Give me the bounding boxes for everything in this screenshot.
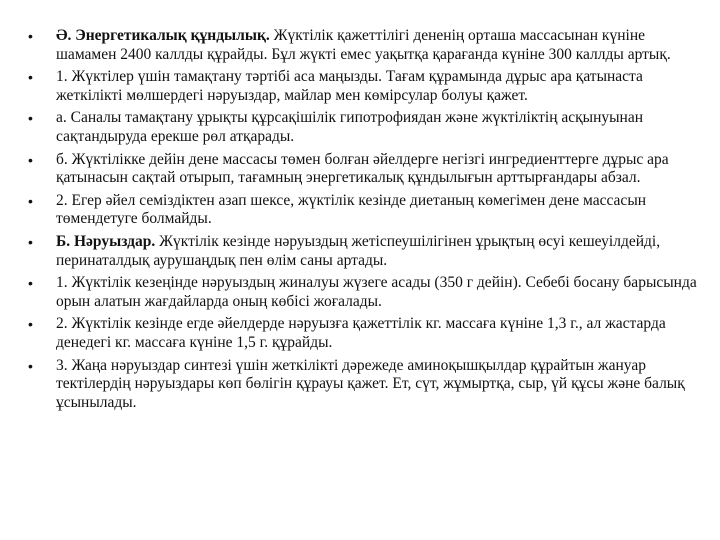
bullet-icon: •: [28, 69, 33, 86]
bullet-icon: •: [28, 233, 33, 250]
paragraph-text: б. Жүктілікке дейін дене массасы төмен болған әйелдерге негізгі ингредиенттерге дұрыс ара қатынасын сақтай отырып, тағамның энергетикалық құндылығын арттырғандары абзал.: [56, 150, 669, 187]
list-item: [28, 151, 700, 188]
section-title: Ә. Энергетикалық құндылық.: [56, 27, 270, 44]
bullet-icon: •: [28, 151, 33, 168]
list-item: [28, 274, 700, 311]
list-item: [28, 315, 700, 352]
bullet-list: [28, 27, 700, 416]
paragraph-text: 1. Жүктілер үшін тамақтану тәртібі аса маңызды. Тағам құрамында дұрыс ара қатынаста жеткілікті мөлшердегі нәруыздар, майлар мен көмірсулар болуы қажет.: [56, 68, 643, 104]
bullet-icon: •: [28, 357, 33, 374]
bullet-icon: •: [28, 192, 33, 209]
paragraph-text: Жүктілік кезінде нәруыздың жетіспеушілігінен ұрықтың өсуі кешеуілдейді, перинаталдық аурушаңдық пен өлім саны артады.: [56, 232, 661, 269]
bullet-icon: •: [28, 110, 33, 127]
paragraph-text: 2. Жүктілік кезінде егде әйелдерде нәруызға қажеттілік кг. массаға күніне 1,3 г., ал жастарда денедегі кг. массаға күніне 1,5 г. құрайды.: [56, 315, 666, 351]
list-item: [28, 68, 700, 105]
list-item: [28, 357, 700, 413]
bullet-icon: •: [28, 275, 33, 292]
list-item: [28, 233, 700, 270]
paragraph-text: 3. Жаңа нәруыздар синтезі үшін жеткілікті дәрежеде аминоқышқылдар құрайтын жануар тектілердің нәруыздары көп бөлігін құрауы қажет. Ет, сүт, жұмыртқа, сыр, үй құсы және балық ұсынылады.: [56, 356, 685, 411]
paragraph-text: Жүктілік қажеттілігі дененің орташа массасынан күніне шамамен 2400 каллды құрайды. Бұл жүкті емес уақытқа қарағанда күніне 300 каллды артық.: [56, 27, 671, 63]
section-title: Б. Нәруыздар.: [56, 232, 156, 250]
paragraph-text: 2. Егер әйел семіздіктен азап шексе, жүктілік кезінде диетаның көмегімен дене массасын төмендетуге болмайды.: [56, 191, 647, 228]
paragraph-text: а. Саналы тамақтану ұрықты құрсақішілік гипотрофиядан және жүктіліктің асқынуынан сақтандыруда ерекше рөл атқарады.: [56, 109, 644, 145]
list-item: [28, 27, 700, 64]
list-item: [28, 109, 700, 146]
paragraph-text: 1. Жүктілік кезеңінде нәруыздың жиналуы жүзеге асады (350 г дейін). Себебі босану барысында орын алатын жағдайларда оның көбісі жоғалады.: [56, 274, 697, 310]
bullet-icon: •: [28, 316, 33, 333]
bullet-icon: •: [28, 28, 33, 44]
list-item: [28, 192, 700, 229]
